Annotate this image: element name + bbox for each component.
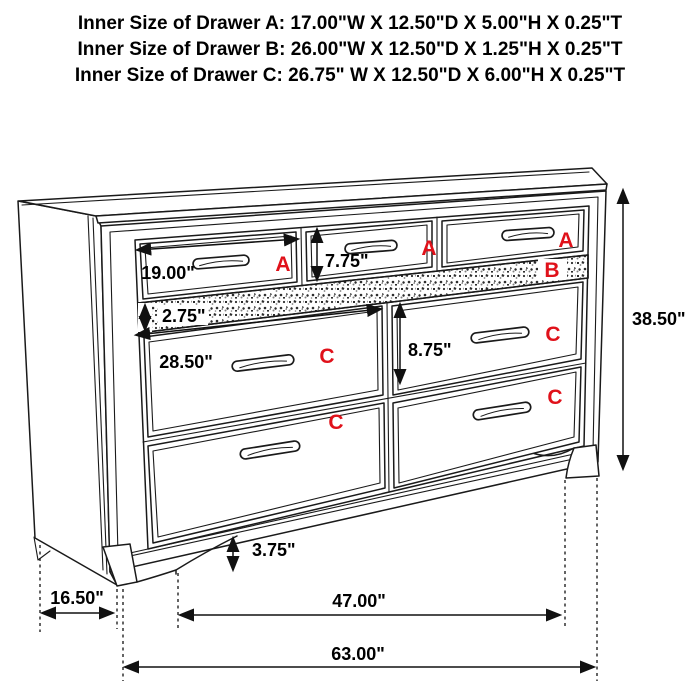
dim-drawer-c-height-label: 8.75"	[408, 340, 452, 360]
drawer-c-left-bottom-label: C	[328, 411, 344, 434]
header-line-drawer-c: Inner Size of Drawer C: 26.75" W X 12.50"D X 6.00"H X 0.25"T	[74, 65, 626, 86]
header-note	[75, 13, 626, 86]
dim-side-depth-label: 16.50"	[50, 588, 104, 608]
dim-overall-height-label: 38.50"	[632, 309, 686, 329]
dim-foot-height-label: 3.75"	[252, 540, 296, 560]
band-b-label: B	[544, 259, 560, 282]
drawer-c-right-bottom-label: C	[547, 386, 563, 409]
header-line-drawer-a: Inner Size of Drawer A: 17.00"W X 12.50"D X 5.00"H X 0.25"T	[77, 13, 623, 34]
dim-drawer-c-width-label: 28.50"	[159, 352, 213, 372]
dim-overall-width	[125, 644, 594, 667]
dim-drawer-a-width-label: 19.00"	[141, 263, 195, 283]
drawer-a3-label: A	[558, 229, 574, 252]
drawer-c-right-top-label: C	[545, 323, 561, 346]
dim-band-b-height-label: 2.75"	[162, 306, 206, 326]
drawer-a2-label: A	[421, 237, 437, 260]
dim-side-depth	[42, 588, 113, 613]
dim-overall-height	[623, 190, 686, 469]
dim-overall-width-label: 63.00"	[331, 644, 385, 664]
dim-feet-span	[180, 591, 560, 615]
drawer-a1-label: A	[275, 253, 291, 276]
header-line-drawer-b: Inner Size of Drawer B: 26.00"W X 12.50"D X 1.25"H X 0.25"T	[77, 39, 623, 60]
dim-feet-span-label: 47.00"	[332, 591, 386, 611]
drawer-c-left-top-label: C	[319, 345, 335, 368]
dim-drawer-a-height-label: 7.75"	[325, 251, 369, 271]
left-bracket-foot-curve	[137, 570, 176, 582]
